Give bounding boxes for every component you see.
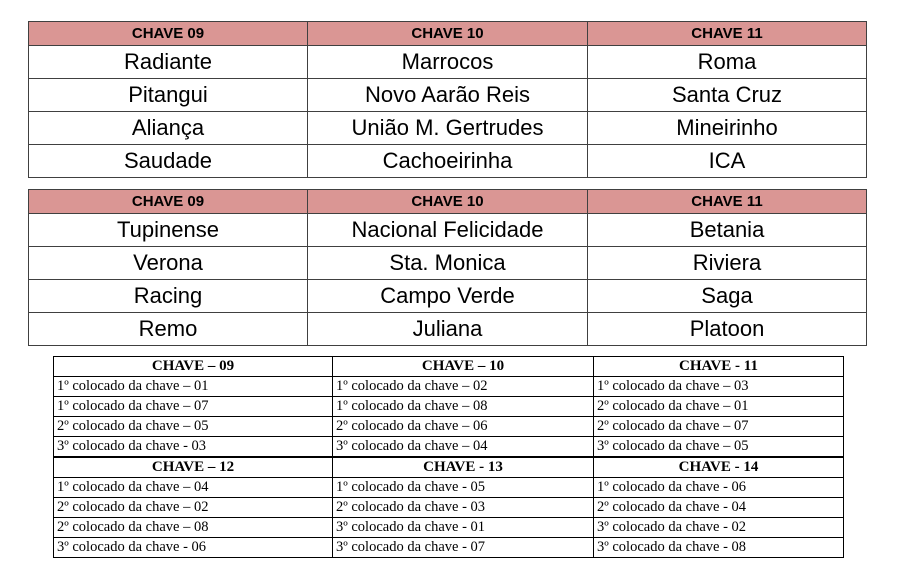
teams-table-2 [28,189,867,346]
table-cell: 1º colocado da chave – 01 [54,377,333,397]
table-cell: 3º colocado da chave - 02 [594,518,844,538]
table-cell: Pitangui [29,79,308,112]
table-row [29,46,867,79]
teams-table-1 [28,21,867,178]
table-cell: Aliança [29,112,308,145]
table-row [54,478,844,498]
table-cell: Remo [29,313,308,346]
table-cell: 3º colocado da chave - 07 [333,538,594,558]
table-cell: 2º colocado da chave – 02 [54,498,333,518]
table-cell: 3º colocado da chave – 05 [594,437,844,458]
header-cell: CHAVE – 10 [333,357,594,377]
table-cell: 3º colocado da chave - 08 [594,538,844,558]
table-cell: 1º colocado da chave – 04 [54,478,333,498]
table-cell: ICA [588,145,867,178]
header-cell: CHAVE 10 [308,190,588,214]
table-row [54,397,844,417]
table-cell: Campo Verde [308,280,588,313]
table-cell: 1º colocado da chave – 07 [54,397,333,417]
table-cell: 3º colocado da chave - 06 [54,538,333,558]
table-cell: 2º colocado da chave – 07 [594,417,844,437]
header-cell: CHAVE 10 [308,22,588,46]
table-row [29,247,867,280]
table-cell: Racing [29,280,308,313]
table-cell: Riviera [588,247,867,280]
table-cell: Cachoeirinha [308,145,588,178]
table-cell: 2º colocado da chave – 05 [54,417,333,437]
table-row [54,518,844,538]
table-cell: Roma [588,46,867,79]
table-cell: 2º colocado da chave - 03 [333,498,594,518]
table-row [29,280,867,313]
header-cell: CHAVE – 09 [54,357,333,377]
table-cell: Novo Aarão Reis [308,79,588,112]
table-cell: 2º colocado da chave – 01 [594,397,844,417]
header-cell: CHAVE – 12 [54,457,333,478]
table-cell: Mineirinho [588,112,867,145]
table-cell: União M. Gertrudes [308,112,588,145]
table-cell: Betania [588,214,867,247]
table-cell: 2º colocado da chave – 06 [333,417,594,437]
table-cell: 1º colocado da chave – 02 [333,377,594,397]
table-cell: Tupinense [29,214,308,247]
table-cell: 2º colocado da chave – 08 [54,518,333,538]
header-cell: CHAVE - 13 [333,457,594,478]
header-row [54,357,844,377]
table-cell: 1º colocado da chave – 08 [333,397,594,417]
table-row [29,112,867,145]
table-cell: Santa Cruz [588,79,867,112]
table-cell: 3º colocado da chave – 04 [333,437,594,458]
header-cell: CHAVE - 14 [594,457,844,478]
table-cell: Platoon [588,313,867,346]
table-row [54,417,844,437]
header-row [29,190,867,214]
table-cell: Saga [588,280,867,313]
table-row [29,214,867,247]
table-cell: 2º colocado da chave - 04 [594,498,844,518]
header-cell: CHAVE 11 [588,22,867,46]
table-row [54,437,844,458]
table-row [29,313,867,346]
qualifiers-table [53,356,844,558]
table-cell: Saudade [29,145,308,178]
table-cell: Verona [29,247,308,280]
table-cell: 1º colocado da chave – 03 [594,377,844,397]
table-row [54,498,844,518]
table-row [54,377,844,397]
table-cell: Nacional Felicidade [308,214,588,247]
header-row [29,22,867,46]
table-cell: 1º colocado da chave - 05 [333,478,594,498]
header-cell: CHAVE 09 [29,22,308,46]
header-cell: CHAVE 09 [29,190,308,214]
table-cell: Sta. Monica [308,247,588,280]
table-cell: Juliana [308,313,588,346]
table-row [29,145,867,178]
table-cell: 1º colocado da chave - 06 [594,478,844,498]
header-cell: CHAVE - 11 [594,357,844,377]
table-cell: Marrocos [308,46,588,79]
table-row [54,538,844,558]
table-cell: Radiante [29,46,308,79]
header-cell: CHAVE 11 [588,190,867,214]
table-cell: 3º colocado da chave - 01 [333,518,594,538]
table-row [29,79,867,112]
header-row [54,457,844,478]
table-cell: 3º colocado da chave - 03 [54,437,333,458]
